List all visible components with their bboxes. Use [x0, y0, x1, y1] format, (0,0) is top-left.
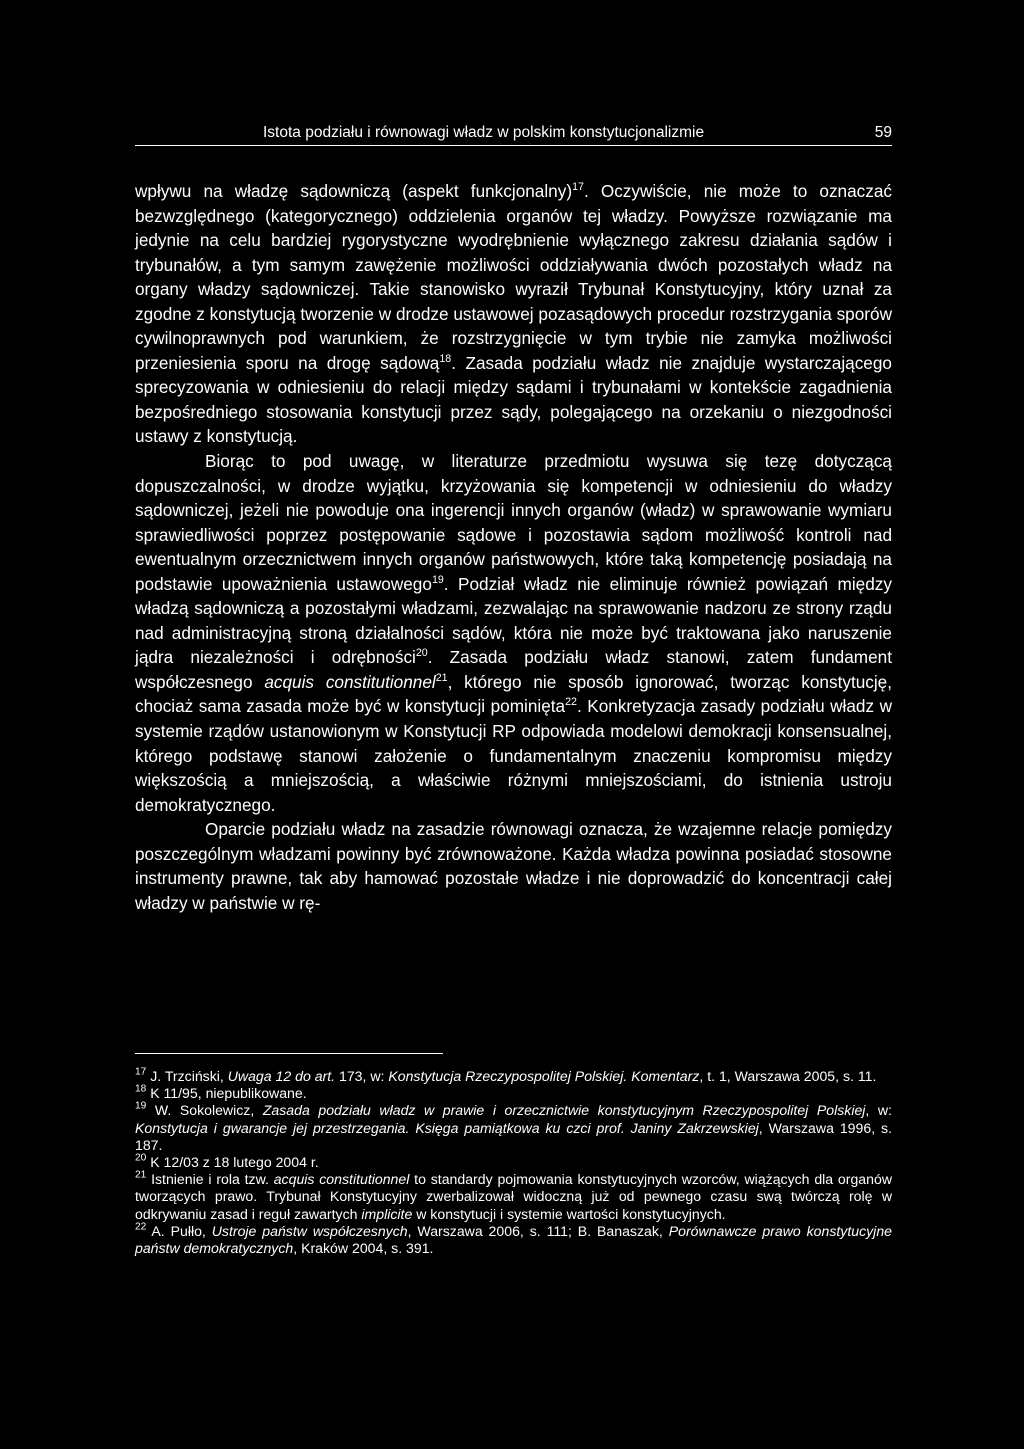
running-header-title: Istota podziału i równowagi władz w polskim konstytucjonalizmie: [263, 124, 705, 141]
footnote-italic: Zasada podziału władz w prawie i orzecznictwie konstytucyjnym Rzeczypospolitej Polskiej: [262, 1102, 866, 1119]
footnote-italic: Uwaga 12 do art.: [227, 1068, 336, 1084]
footnote-text: , Warszawa 1996, s. 187.: [135, 1119, 893, 1153]
footnote-italic: Konstytucja i gwarancje jej przestrzegania. Księga pamiątkowa ku czci prof. Janiny Zakrzewskiej: [135, 1119, 759, 1136]
footnote-18: [135, 1085, 892, 1102]
footnote-ref-17: 17: [572, 181, 584, 194]
footnote-italic: implicite: [361, 1205, 413, 1222]
paragraph-1-text-3: . Zasada podziału władz nie znajduje wystarczającego sprecyzowania w odniesieniu do relacji między sądami i trybunałami w kontekście zagadnienia bezpośredniego stosowania konstytucji przez sądy, polegającego na orzekaniu o niezgodności ustawy z konstytucją.: [135, 352, 892, 447]
footnote-text: W. Sokolewicz,: [146, 1102, 263, 1119]
paragraph-2-text-1: Biorąc to pod uwagę, w literaturze przedmiotu wysuwa się tezę dotyczącą dopuszczalności, w drodze wyjątku, krzyżowania się kompetencji w odniesieniu do władzy sądowniczej, jeżeli nie powoduje ona ingerencji innych organów (władz) w sprawowanie wymiaru sprawiedliwości poprzez postępowanie sądowe i pozostawia sądom możliwość kontroli nad ewentualnym orzecznictwem innych organów państwowych, które taką kompetencję posiadają na podstawie upoważnienia ustawowego: [135, 451, 892, 594]
footnote-text: w konstytucji i systemie wartości konstytucyjnych.: [412, 1205, 726, 1222]
footnote-text: , t. 1, Warszawa 2005, s. 11.: [699, 1068, 877, 1084]
footnote-text: 173, w:: [335, 1068, 389, 1084]
footnote-text: to standardy pojmowania konstytucyjnych wzorców, wiążących dla organów tworzących prawo. Trybunał Konstytucyjny zwerbalizował widoczną już od pewnego czasu swą twórczą rolę w odkrywaniu zasad i reguł zawartych: [135, 1171, 892, 1222]
body-text: [135, 179, 892, 915]
page-number: 59: [874, 124, 892, 141]
footnote-text: K 11/95, niepublikowane.: [146, 1085, 307, 1102]
paragraph-1: [135, 179, 892, 449]
footnote-text: Istnienie i rola tzw.: [146, 1171, 274, 1188]
footnote-ref-20: 20: [415, 647, 428, 660]
footnote-italic: Konstytucja Rzeczypospolitej Polskiej. Komentarz: [388, 1068, 700, 1084]
footnote-number: 19: [135, 1100, 147, 1112]
footnote-ref-18: 18: [439, 352, 452, 365]
footnote-17: [135, 1068, 892, 1085]
running-header: [135, 121, 892, 146]
footnote-number: 17: [135, 1066, 147, 1078]
footnote-19: [135, 1102, 892, 1154]
footnote-divider: [135, 1053, 443, 1054]
footnote-text: J. Trzciński,: [146, 1068, 228, 1084]
footnote-20: [135, 1154, 892, 1171]
footnote-italic: Porównawcze prawo konstytucyjne państw demokratycznych: [135, 1222, 892, 1257]
paragraph-3: [135, 817, 892, 915]
paragraph-2-text-3: . Zasada podziału władz stanowi, zatem fundament współczesnego: [135, 647, 892, 692]
footnotes: [135, 1068, 892, 1257]
footnote-italic: Ustroje państw współczesnych: [211, 1222, 408, 1239]
footnote-22: [135, 1223, 892, 1257]
footnote-ref-22: 22: [565, 696, 577, 709]
paragraph-2-italic-term: acquis constitutionnel: [264, 671, 436, 692]
paragraph-2: [135, 449, 892, 817]
footnote-21: [135, 1171, 892, 1223]
footnote-ref-21: 21: [435, 672, 448, 685]
footnote-number: 18: [135, 1083, 147, 1095]
paragraph-2-text-5: . Konkretyzacja zasady podziału władz w systemie rządów ustanowionym w Konstytucji RP odpowiada modelowi demokracji konsensualnej, którego podstawę stanowi założenie o fundamentalnym znaczeniu kompromisu między większością a mniejszością, a właściwie różnymi mniejszościami, do istnienia ustroju demokratycznego.: [135, 696, 892, 815]
footnote-number: 20: [135, 1152, 147, 1164]
paragraph-1-text-1: wpływu na władzę sądowniczą (aspekt funkcjonalny): [135, 181, 573, 201]
footnote-number: 21: [135, 1169, 147, 1181]
footnote-ref-19: 19: [431, 573, 444, 586]
footnote-italic: acquis constitutionnel: [273, 1171, 410, 1188]
paragraph-2-text-4: , którego nie sposób ignorować, tworząc konstytucję, chociaż sama zasada może być w konstytucji pominięta: [135, 671, 893, 717]
paragraph-1-text-2: . Oczywiście, nie może to oznaczać bezwzględnego (kategorycznego) oddzielenia organów tej władzy. Powyższe rozwiązanie ma jedynie na celu bardziej rygorystyczne wyodrębnienie wyłącznego zakresu działania sądów i trybunałów, a tym samym zawężenie możliwości oddziaływania dwóch pozostałych władz na organy władzy sądowniczej. Takie stanowisko wyraził Trybunał Konstytucyjny, który uznał za zgodne z konstytucją tworzenie w drodze ustawowej pozasądowych procedur rozstrzygania sporów cywilnoprawnych pod warunkiem, że rozstrzygnięcie w tym trybie nie zamyka możliwości przeniesienia sporu na drogę sądową: [135, 181, 892, 373]
footnote-text: , Warszawa 2006, s. 111; B. Banaszak,: [407, 1222, 669, 1239]
footnote-text: , w:: [865, 1102, 892, 1119]
footnote-text: , Kraków 2004, s. 391.: [293, 1240, 434, 1257]
paragraph-3-text-1: Oparcie podziału władz na zasadzie równowagi oznacza, że wzajemne relacje pomiędzy poszczególnym władzami powinny być zrównoważone. Każda władza powinna posiadać stosowne instrumenty prawne, tak aby hamować pozostałe władze i nie doprowadzić do koncentracji całej władzy w państwie w rę-: [135, 819, 892, 913]
footnote-text: A. Pułło,: [146, 1222, 212, 1239]
footnote-number: 22: [135, 1221, 147, 1233]
paragraph-2-text-2: . Podział władz nie eliminuje również powiązań między władzą sądowniczą a pozostałymi władzami, zezwalając na sprawowanie nadzoru ze strony rządu nad administracyjną stroną działalności sądów, która nie może być traktowana jako naruszenie jądra niezależności i odrębności: [135, 573, 892, 668]
footnote-text: K 12/03 z 18 lutego 2004 r.: [146, 1154, 319, 1171]
